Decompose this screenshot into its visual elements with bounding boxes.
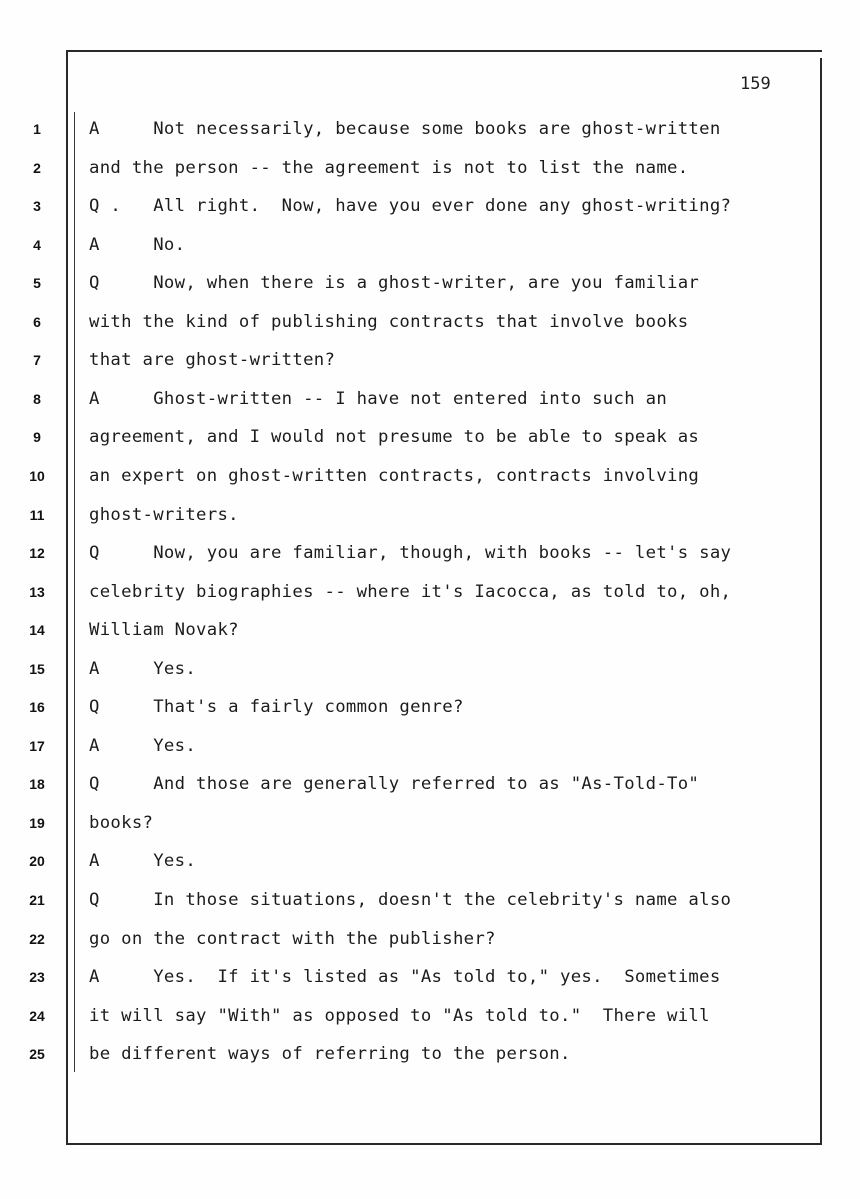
page-border-top xyxy=(66,50,822,52)
transcript-line: William Novak? xyxy=(89,620,239,640)
line-number: 18 xyxy=(29,776,45,792)
line-number: 15 xyxy=(29,661,45,677)
page-border-right xyxy=(820,58,822,1144)
transcript-line: an expert on ghost-written contracts, contracts involving xyxy=(89,466,700,486)
line-number: 5 xyxy=(33,275,41,291)
transcript-line: it will say "With" as opposed to "As told to." There will xyxy=(89,1006,710,1026)
line-number: 24 xyxy=(29,1008,45,1024)
transcript-line: books? xyxy=(89,813,154,833)
transcript-line: with the kind of publishing contracts that involve books xyxy=(89,312,689,332)
transcript-line: A Yes. xyxy=(89,851,197,871)
transcript-line: Q Now, when there is a ghost-writer, are you familiar xyxy=(89,273,700,293)
line-number: 7 xyxy=(33,352,41,368)
transcript-line: A Not necessarily, because some books are ghost-written xyxy=(89,119,721,139)
transcript-line: and the person -- the agreement is not to list the name. xyxy=(89,158,689,178)
transcript-line: Q In those situations, doesn't the celebrity's name also xyxy=(89,890,732,910)
line-number: 25 xyxy=(29,1046,45,1062)
transcript-line: agreement, and I would not presume to be able to speak as xyxy=(89,427,700,447)
transcript-line: A Yes. xyxy=(89,736,197,756)
line-number: 13 xyxy=(29,584,45,600)
page-number: 159 xyxy=(740,74,771,94)
transcript-line: Q Now, you are familiar, though, with books -- let's say xyxy=(89,543,732,563)
line-number: 6 xyxy=(33,314,41,330)
transcript-line: Q And those are generally referred to as "As-Told-To" xyxy=(89,774,700,794)
transcript-line: A Ghost-written -- I have not entered into such an xyxy=(89,389,668,409)
line-number: 12 xyxy=(29,545,45,561)
transcript-line: Q . All right. Now, have you ever done any ghost-writing? xyxy=(89,196,732,216)
line-number: 23 xyxy=(29,969,45,985)
transcript-line: be different ways of referring to the person. xyxy=(89,1044,571,1064)
line-number: 10 xyxy=(29,468,45,484)
transcript-line: go on the contract with the publisher? xyxy=(89,929,496,949)
line-number: 2 xyxy=(33,160,41,176)
line-number-margin-rule xyxy=(74,112,75,1072)
transcript-line: ghost-writers. xyxy=(89,505,239,525)
transcript-line: that are ghost-written? xyxy=(89,350,336,370)
transcript-line: celebrity biographies -- where it's Iacocca, as told to, oh, xyxy=(89,582,732,602)
line-number: 17 xyxy=(29,738,45,754)
transcript-line: A Yes. xyxy=(89,659,197,679)
line-number: 1 xyxy=(33,121,41,137)
line-number: 3 xyxy=(33,198,41,214)
line-number: 11 xyxy=(29,507,45,523)
transcript-line: A Yes. If it's listed as "As told to," yes. Sometimes xyxy=(89,967,721,987)
line-number: 14 xyxy=(29,622,45,638)
page-border-left xyxy=(66,50,68,1144)
line-number: 21 xyxy=(29,892,45,908)
transcript-line: Q That's a fairly common genre? xyxy=(89,697,464,717)
line-number: 16 xyxy=(29,699,45,715)
line-number: 19 xyxy=(29,815,45,831)
line-number: 8 xyxy=(33,391,41,407)
transcript-line: A No. xyxy=(89,235,186,255)
line-number: 20 xyxy=(29,853,45,869)
line-number: 4 xyxy=(33,237,41,253)
page-border-bottom xyxy=(66,1143,822,1145)
line-number: 22 xyxy=(29,931,45,947)
line-number: 9 xyxy=(33,429,41,445)
